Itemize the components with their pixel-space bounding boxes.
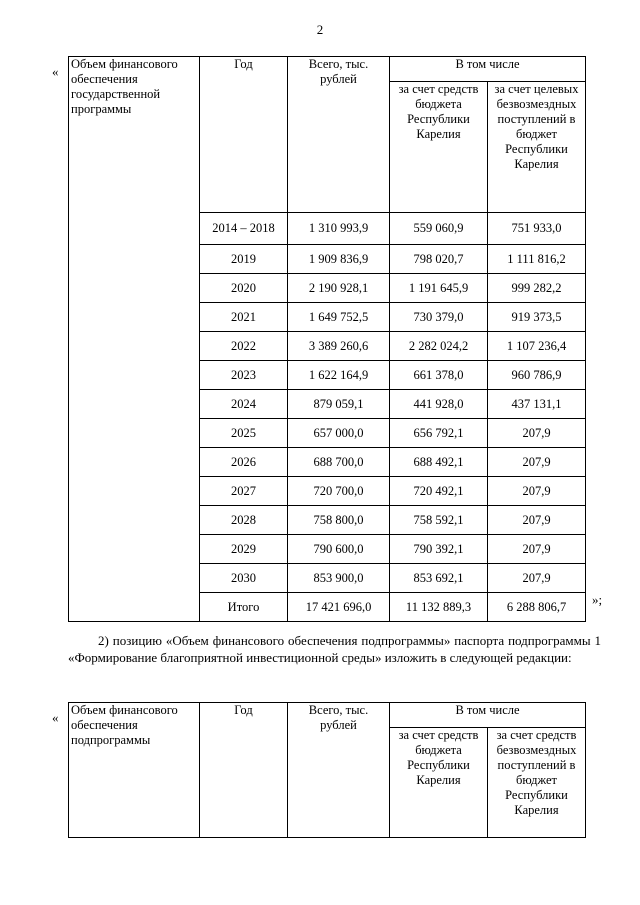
total-cell: 688 700,0 [288, 448, 390, 477]
grants-source-header: за счет целевых безвозмездных поступлений в бюджет Республики Карелия [488, 82, 586, 213]
total-cell: 853 900,0 [288, 564, 390, 593]
grants-cell: 960 786,9 [488, 361, 586, 390]
total-header: Всего, тыс. рублей [288, 703, 390, 838]
year-cell: 2030 [200, 564, 288, 593]
year-cell: Итого [200, 593, 288, 622]
budget-cell: 441 928,0 [390, 390, 488, 419]
year-cell: 2025 [200, 419, 288, 448]
total-cell: 1 622 164,9 [288, 361, 390, 390]
year-cell: 2022 [200, 332, 288, 361]
grants-cell: 999 282,2 [488, 274, 586, 303]
total-cell: 3 389 260,6 [288, 332, 390, 361]
total-cell: 2 190 928,1 [288, 274, 390, 303]
budget-cell: 1 191 645,9 [390, 274, 488, 303]
year-cell: 2021 [200, 303, 288, 332]
total-cell: 17 421 696,0 [288, 593, 390, 622]
grants-cell: 207,9 [488, 477, 586, 506]
total-cell: 1 310 993,9 [288, 213, 390, 245]
grants-cell: 919 373,5 [488, 303, 586, 332]
year-cell: 2027 [200, 477, 288, 506]
opening-quote-2: « [52, 710, 59, 725]
budget-cell: 720 492,1 [390, 477, 488, 506]
page-number: 2 [316, 22, 324, 37]
grants-cell: 207,9 [488, 535, 586, 564]
budget-cell: 730 379,0 [390, 303, 488, 332]
year-cell: 2020 [200, 274, 288, 303]
including-header: В том числе [390, 703, 586, 728]
budget-cell: 790 392,1 [390, 535, 488, 564]
total-cell: 1 649 752,5 [288, 303, 390, 332]
total-cell: 720 700,0 [288, 477, 390, 506]
grants-cell: 1 111 816,2 [488, 245, 586, 274]
closing-quote: »; [592, 592, 603, 607]
including-header: В том числе [390, 57, 586, 82]
budget-cell: 661 378,0 [390, 361, 488, 390]
year-cell: 2024 [200, 390, 288, 419]
grants-cell: 207,9 [488, 448, 586, 477]
budget-source-header: за счет средств бюджета Республики Карелия [390, 728, 488, 838]
total-cell: 790 600,0 [288, 535, 390, 564]
financing-table-program [68, 56, 586, 622]
total-cell: 657 000,0 [288, 419, 390, 448]
opening-quote: « [52, 64, 59, 79]
amendment-paragraph: 2) позицию «Объем финансового обеспечения подпрограммы» паспорта подпрограммы 1 «Формирование благоприятной инвестиционной среды» изложить в следующей редакции: [68, 633, 601, 665]
year-cell: 2029 [200, 535, 288, 564]
grants-cell: 437 131,1 [488, 390, 586, 419]
year-cell: 2014 – 2018 [200, 213, 288, 245]
grants-cell: 751 933,0 [488, 213, 586, 245]
year-cell: 2028 [200, 506, 288, 535]
budget-cell: 656 792,1 [390, 419, 488, 448]
budget-cell: 688 492,1 [390, 448, 488, 477]
grants-cell: 207,9 [488, 564, 586, 593]
total-header: Всего, тыс. рублей [288, 57, 390, 213]
year-cell: 2026 [200, 448, 288, 477]
year-cell: 2019 [200, 245, 288, 274]
financing-table-subprogram [68, 702, 586, 838]
budget-cell: 2 282 024,2 [390, 332, 488, 361]
grants-cell: 6 288 806,7 [488, 593, 586, 622]
budget-cell: 798 020,7 [390, 245, 488, 274]
table-label-cell: Объем финансового обеспечения государственной программы [69, 57, 200, 622]
grants-cell: 207,9 [488, 506, 586, 535]
grants-cell: 1 107 236,4 [488, 332, 586, 361]
table-label-cell: Объем финансового обеспечения подпрограммы [69, 703, 200, 838]
year-header: Год [200, 703, 288, 838]
total-cell: 879 059,1 [288, 390, 390, 419]
budget-cell: 853 692,1 [390, 564, 488, 593]
grants-cell: 207,9 [488, 419, 586, 448]
year-header: Год [200, 57, 288, 213]
budget-cell: 11 132 889,3 [390, 593, 488, 622]
total-cell: 758 800,0 [288, 506, 390, 535]
total-cell: 1 909 836,9 [288, 245, 390, 274]
budget-source-header: за счет средств бюджета Республики Карелия [390, 82, 488, 213]
budget-cell: 559 060,9 [390, 213, 488, 245]
grants-source-header: за счет средств безвозмездных поступлений в бюджет Республики Карелия [488, 728, 586, 838]
budget-cell: 758 592,1 [390, 506, 488, 535]
year-cell: 2023 [200, 361, 288, 390]
